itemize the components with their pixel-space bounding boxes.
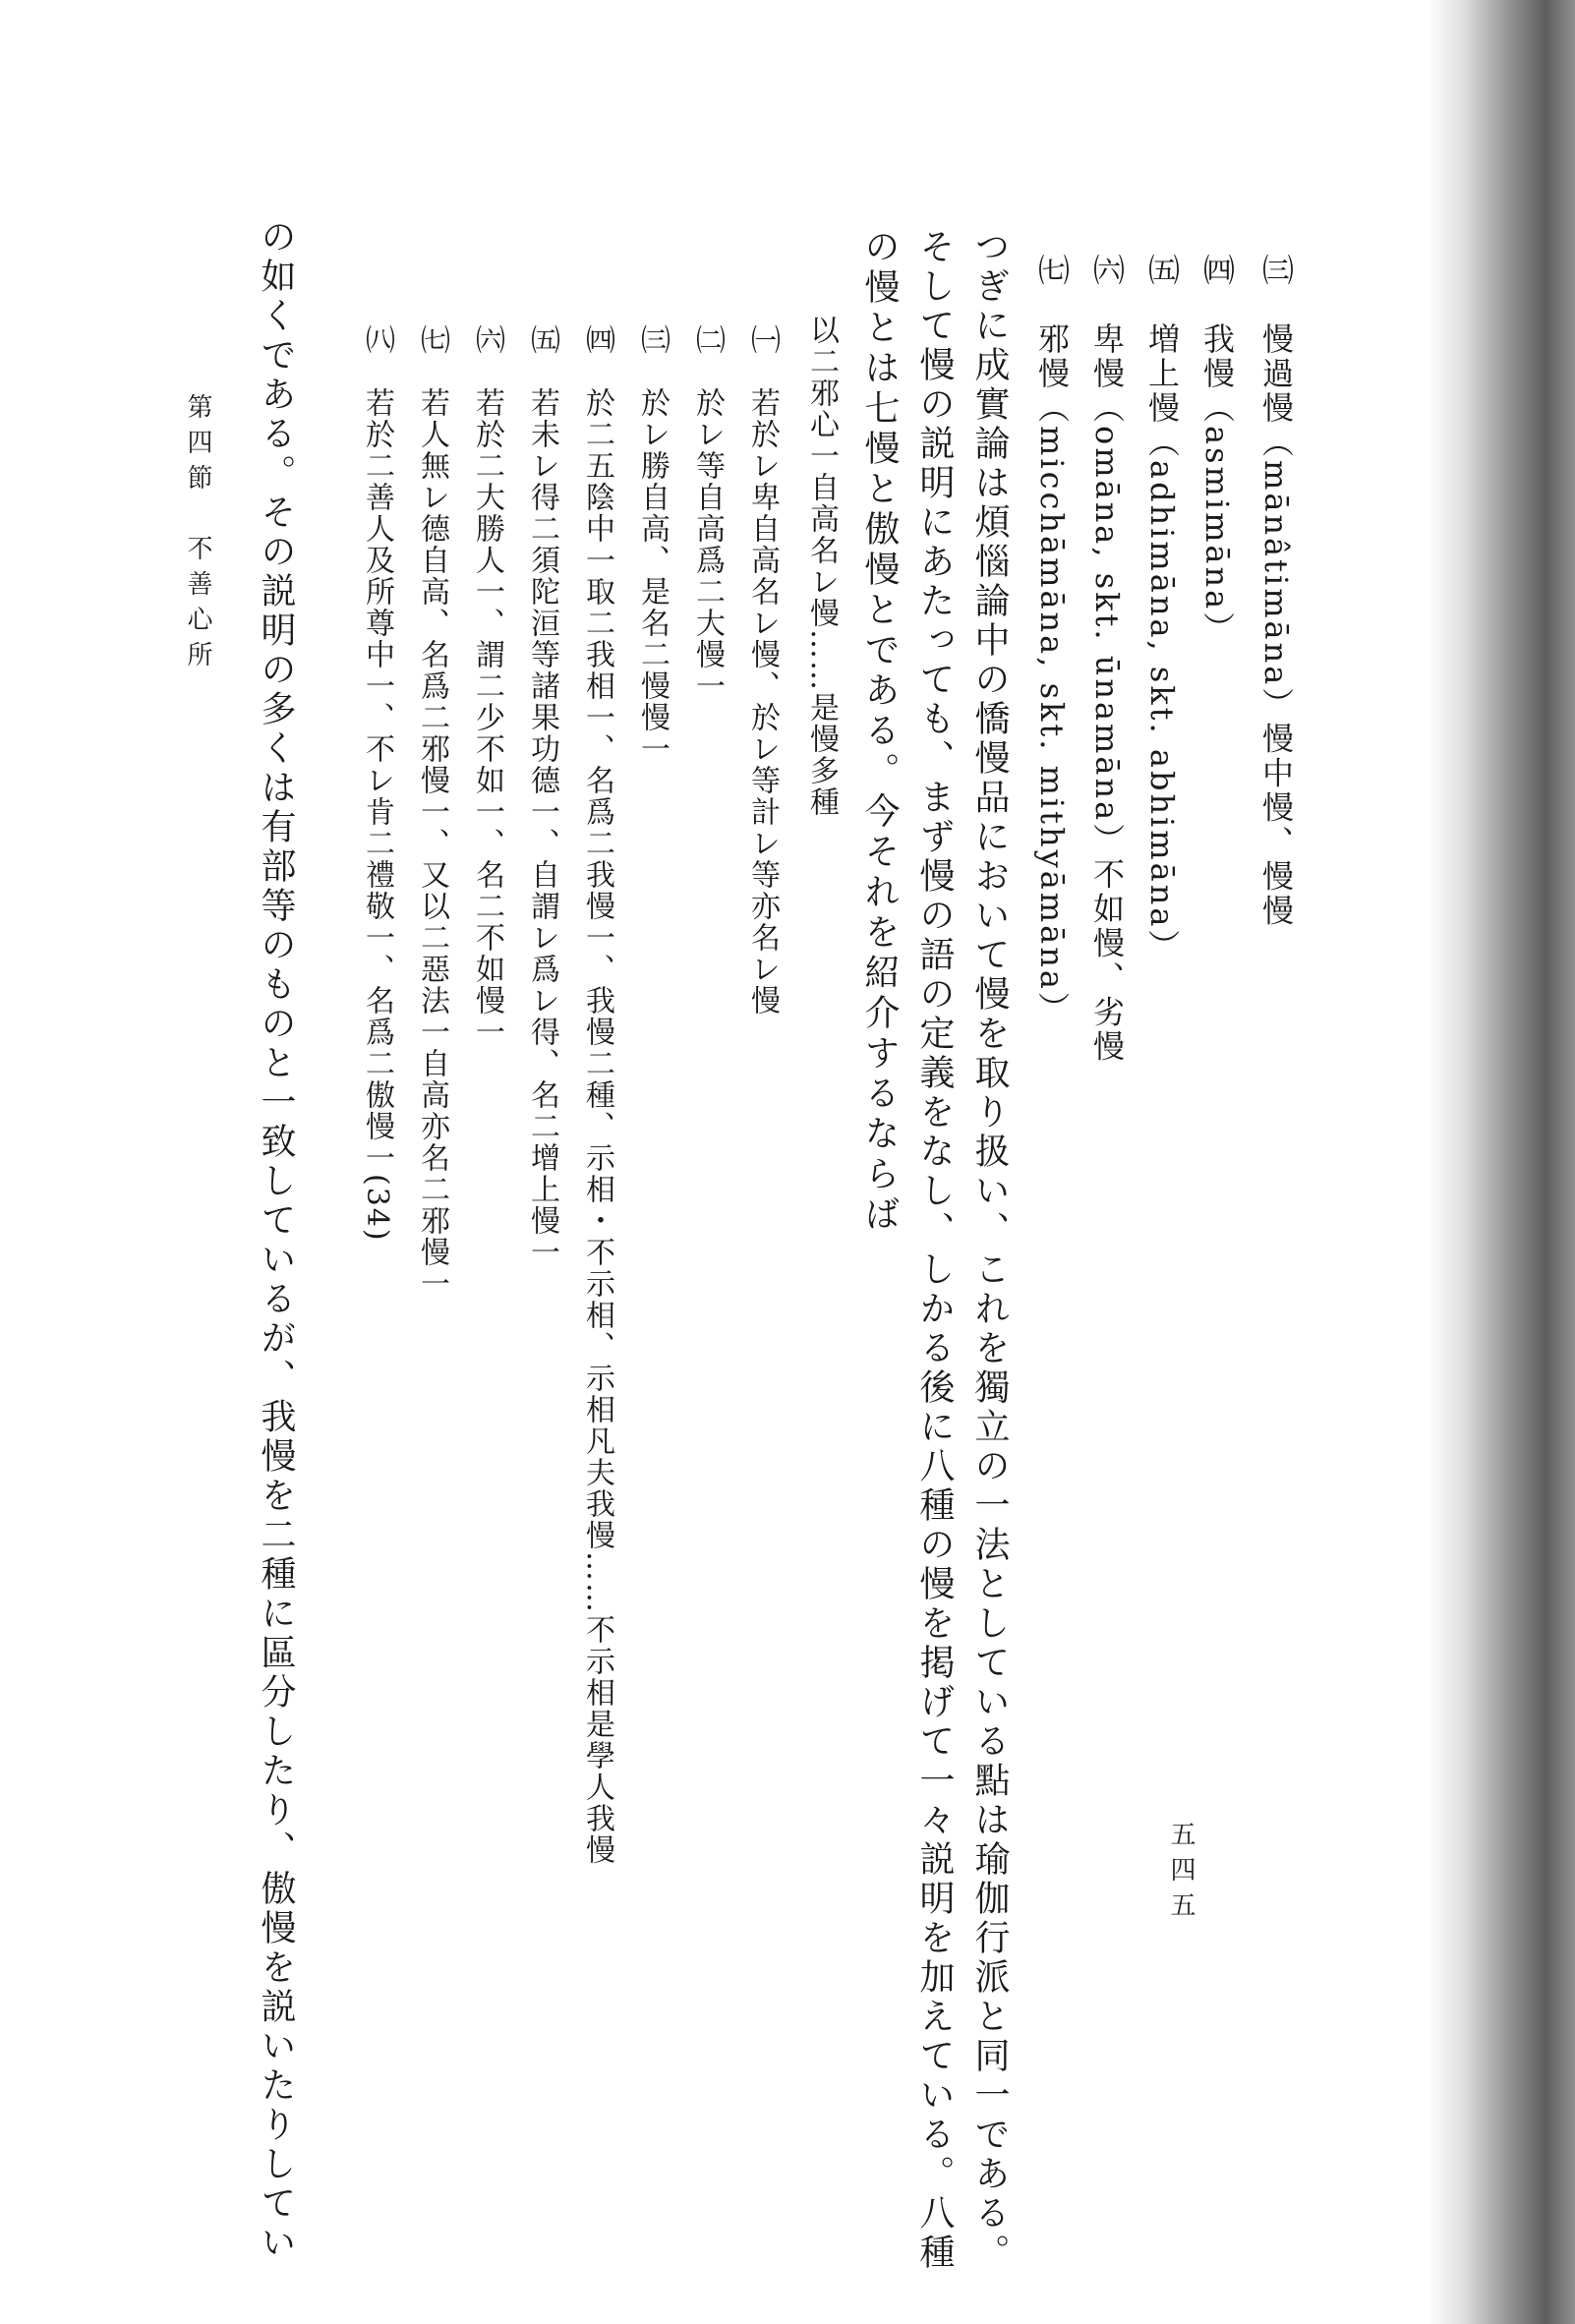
eight-kinds-item-7: ㈦ 若人無レ德自高、名爲二邪慢一、又以二惡法一自高亦名二邪慢一 <box>415 324 449 1300</box>
eight-kinds-item-3: ㈢ 於レ勝自高、是名二慢慢一 <box>635 324 670 765</box>
pride-list-item-6: ㈥ 卑慢（omāna, skt. ūnamāna）不如慢、劣慢 <box>1088 254 1126 1065</box>
intro-paragraph-line-3: の慢とは七慢と傲慢とである。今それを紹介するならば <box>859 228 900 1236</box>
eight-kinds-item-6: ㈥ 若於二大勝人一、謂二少不如一、名二不如慢一 <box>470 324 504 1048</box>
intro-paragraph-line-2: そして慢の説明にあたっても、まず慢の語の定義をなし、しかる後に八種の慢を掲げて一々説明を加えている。八種 <box>914 228 955 2273</box>
eight-kinds-item-8: ㈧ 若於二善人及所尊中一、不レ肯二禮敬一、名爲二傲慢一(34) <box>360 324 394 1243</box>
pride-list-item-3: ㈢ 慢過慢（mānâtimāna）慢中慢、慢慢 <box>1257 254 1295 929</box>
closing-paragraph-line-1: の如くである。その説明の多くは有部等のものと一致しているが、我慢を二種に區分したり、傲慢を説いたりしてい <box>256 218 296 2263</box>
scan-edge-shadow <box>1428 0 1575 2324</box>
eight-kinds-item-1: ㈠ 若於レ卑自高名レ慢、於レ等計レ等亦名レ慢 <box>745 324 780 1017</box>
eight-kinds-item-2: ㈡ 於レ等自高爲二大慢一 <box>690 324 725 702</box>
pride-list-item-5: ㈤ 増上慢（adhimāna, skt. abhimāna） <box>1143 254 1181 964</box>
eight-kinds-item-5: ㈤ 若未レ得二須陀洹等諸果功德一、自謂レ爲レ得、名二增上慢一 <box>525 324 559 1268</box>
pride-list-item-7: ㈦ 邪慢（micchāmāna, skt. mithyāmāna） <box>1033 254 1071 1026</box>
quote-intro: 以二邪心一自高名レ慢……是慢多種 <box>804 315 839 818</box>
intro-paragraph-line-1: つぎに成實論は煩惱論中の憍慢品において慢を取り扱い、これを獨立の一法としている點は瑜伽行派と同一である。 <box>969 228 1010 2273</box>
eight-kinds-item-4: ㈣ 於二五陰中一取二我相一、名爲二我慢一、我慢二種、示相・不示相、示相凡夫我慢……不示相是學人我慢 <box>580 324 614 1866</box>
page-number: 五四五 <box>1166 1821 1196 1927</box>
pride-list-item-4: ㈣ 我慢（asmimāna） <box>1198 254 1236 647</box>
running-header: 第四節 不善心所 <box>183 393 212 676</box>
